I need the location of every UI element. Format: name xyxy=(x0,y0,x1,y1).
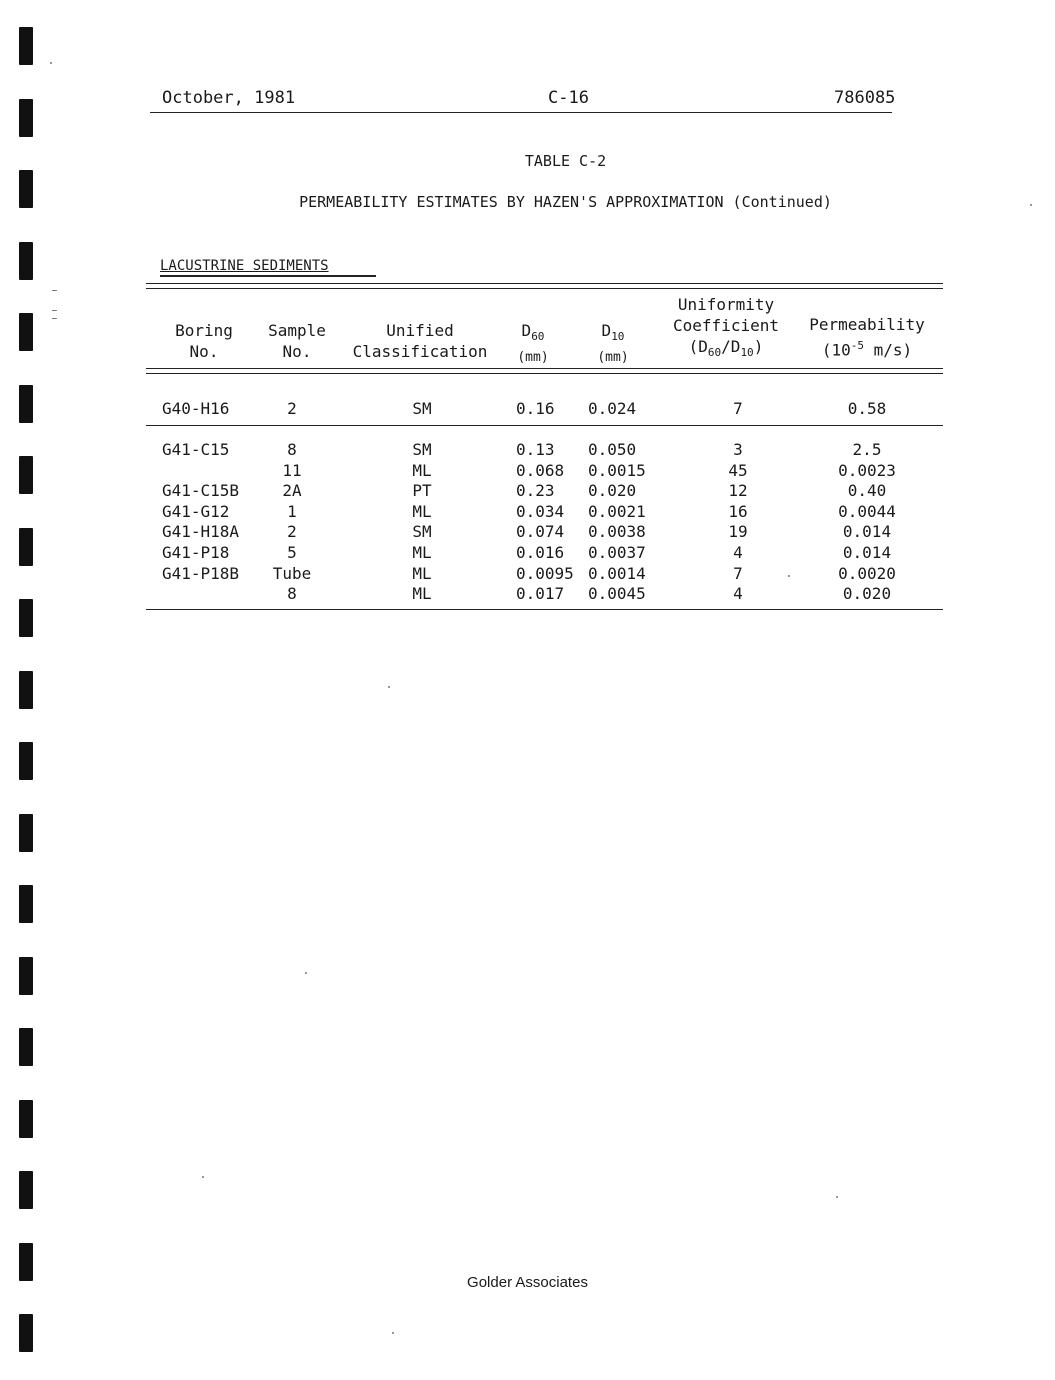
cell-d60-value: 0.068 xyxy=(516,460,565,480)
binder-hole xyxy=(19,1314,33,1352)
scan-speck xyxy=(52,290,57,291)
table-header-rule xyxy=(146,368,943,369)
table-number: TABLE C-2 xyxy=(524,152,607,170)
cell-boring-no: G41-C15B xyxy=(162,481,240,501)
scan-speck xyxy=(836,1196,838,1198)
cell-d10-value: 0.024 xyxy=(588,399,637,418)
table-row xyxy=(0,502,1055,523)
cell-sample-no: 2A xyxy=(282,481,302,501)
cell-d60-value: 0.23 xyxy=(516,481,555,501)
cell-d10-value: 0.050 xyxy=(588,440,637,459)
cell-classification: SM xyxy=(412,522,432,542)
col-header-boring: Boring No. xyxy=(175,321,233,361)
scan-speck xyxy=(202,1176,204,1178)
binder-hole xyxy=(19,1171,33,1209)
cell-permeability-value: 0.020 xyxy=(842,584,892,604)
table-row xyxy=(0,399,1055,420)
binder-hole xyxy=(19,814,33,852)
cell-permeability-value: 0.0044 xyxy=(838,501,896,521)
cell-d60-value: 0.017 xyxy=(516,584,565,604)
section-title: LACUSTRINE SEDIMENTS xyxy=(160,258,329,274)
binder-hole xyxy=(19,27,33,65)
cell-classification: ML xyxy=(412,460,432,480)
cell-classification: ML xyxy=(412,584,432,604)
header-date: October, 1981 xyxy=(162,88,296,108)
table-top-rule xyxy=(146,283,943,284)
cell-classification: SM xyxy=(412,440,432,459)
binder-hole xyxy=(19,957,33,995)
cell-d60-value: 0.016 xyxy=(516,543,565,562)
header-page-number: C-16 xyxy=(548,88,589,108)
table-row xyxy=(0,564,1055,585)
cell-permeability-value: 0.58 xyxy=(847,399,887,418)
col-header-uniformity: Uniformity Coefficient $(D_{60}/D_{10})$ xyxy=(673,295,779,360)
cell-sample-no: 11 xyxy=(282,460,302,480)
cell-d60-value: 0.074 xyxy=(516,522,565,542)
cell-permeability-value: 0.014 xyxy=(842,543,892,562)
cell-d10-value: 0.0038 xyxy=(588,522,646,542)
scan-speck xyxy=(305,972,307,974)
cell-boring-no: G41-C15 xyxy=(162,440,230,459)
col-header-d60: $D_{60}$ (mm) xyxy=(517,321,549,366)
scan-speck xyxy=(392,1332,394,1334)
cell-classification: SM xyxy=(412,399,432,418)
cell-d10-value: 0.020 xyxy=(588,481,637,501)
cell-uniformity-coefficient: 3 xyxy=(733,440,743,459)
col-header-d10: $D_{10}$ (mm) xyxy=(597,321,629,366)
cell-uniformity-coefficient: 4 xyxy=(733,584,743,604)
table-title: PERMEABILITY ESTIMATES BY HAZEN'S APPROXIMATION (Continued) xyxy=(299,193,832,211)
cell-boring-no: G41-P18 xyxy=(162,543,230,562)
cell-uniformity-coefficient: 4 xyxy=(733,543,743,562)
cell-d60-value: 0.16 xyxy=(516,399,555,418)
table-row xyxy=(0,543,1055,564)
cell-d60-value: 0.034 xyxy=(516,501,565,521)
binder-hole xyxy=(19,885,33,923)
binder-hole xyxy=(19,313,33,351)
scan-speck xyxy=(52,310,57,311)
cell-uniformity-coefficient: 7 xyxy=(733,399,743,418)
group-separator-rule xyxy=(146,425,943,426)
cell-uniformity-coefficient: 12 xyxy=(728,481,748,501)
cell-classification: ML xyxy=(412,563,432,583)
cell-d60-value: 0.13 xyxy=(516,440,555,459)
cell-permeability-value: 0.0020 xyxy=(838,563,896,583)
col-header-sample: Sample No. xyxy=(268,321,326,361)
cell-permeability-value: 0.40 xyxy=(847,481,887,501)
table-top-rule xyxy=(146,288,943,289)
cell-boring-no: G41-G12 xyxy=(162,501,230,521)
cell-permeability-value: 0.0023 xyxy=(838,460,896,480)
scan-speck xyxy=(52,318,57,319)
cell-uniformity-coefficient: 7 xyxy=(733,563,743,583)
col-header-classification: Unified Classification xyxy=(352,321,488,361)
cell-boring-no: G40-H16 xyxy=(162,399,230,418)
cell-uniformity-coefficient: 19 xyxy=(728,522,748,542)
table-bottom-rule xyxy=(146,609,943,610)
cell-d10-value: 0.0015 xyxy=(588,460,646,480)
binder-hole xyxy=(19,1100,33,1138)
table-row xyxy=(0,461,1055,482)
cell-sample-no: 8 xyxy=(287,440,297,459)
table-row xyxy=(0,584,1055,605)
cell-permeability-value: 0.014 xyxy=(842,522,892,542)
cell-d10-value: 0.0045 xyxy=(588,584,646,604)
table-row xyxy=(0,522,1055,543)
cell-sample-no: 1 xyxy=(287,501,297,521)
cell-d10-value: 0.0037 xyxy=(588,543,646,562)
cell-permeability-value: 2.5 xyxy=(852,440,882,459)
cell-boring-no: G41-H18A xyxy=(162,522,240,542)
binder-hole xyxy=(19,1028,33,1066)
col-header-permeability: Permeability ($10^{-5}$ m/s) xyxy=(809,315,925,360)
cell-sample-no: 2 xyxy=(287,399,297,418)
scan-speck xyxy=(50,62,52,64)
cell-sample-no: 2 xyxy=(287,522,297,542)
cell-sample-no: 8 xyxy=(287,584,297,604)
cell-uniformity-coefficient: 45 xyxy=(728,460,748,480)
table-row xyxy=(0,481,1055,502)
cell-classification: PT xyxy=(412,481,432,501)
cell-d10-value: 0.0021 xyxy=(588,501,646,521)
table-header-rule xyxy=(146,373,943,374)
cell-uniformity-coefficient: 16 xyxy=(728,501,748,521)
binder-hole xyxy=(19,242,33,280)
cell-classification: ML xyxy=(412,543,432,562)
cell-d10-value: 0.0014 xyxy=(588,563,646,583)
cell-sample-no: Tube xyxy=(272,563,312,583)
cell-d60-value: 0.0095 xyxy=(516,563,574,583)
section-underline xyxy=(160,275,376,277)
header-rule xyxy=(150,112,892,113)
table-row xyxy=(0,440,1055,461)
binder-hole xyxy=(19,170,33,208)
binder-hole xyxy=(19,99,33,137)
cell-boring-no: G41-P18B xyxy=(162,563,240,583)
cell-sample-no: 5 xyxy=(287,543,297,562)
scan-speck xyxy=(388,686,390,688)
binder-hole xyxy=(19,671,33,709)
binder-hole xyxy=(19,742,33,780)
header-project-number: 786085 xyxy=(834,88,896,108)
cell-classification: ML xyxy=(412,501,432,521)
footer-company: Golder Associates xyxy=(467,1274,588,1291)
